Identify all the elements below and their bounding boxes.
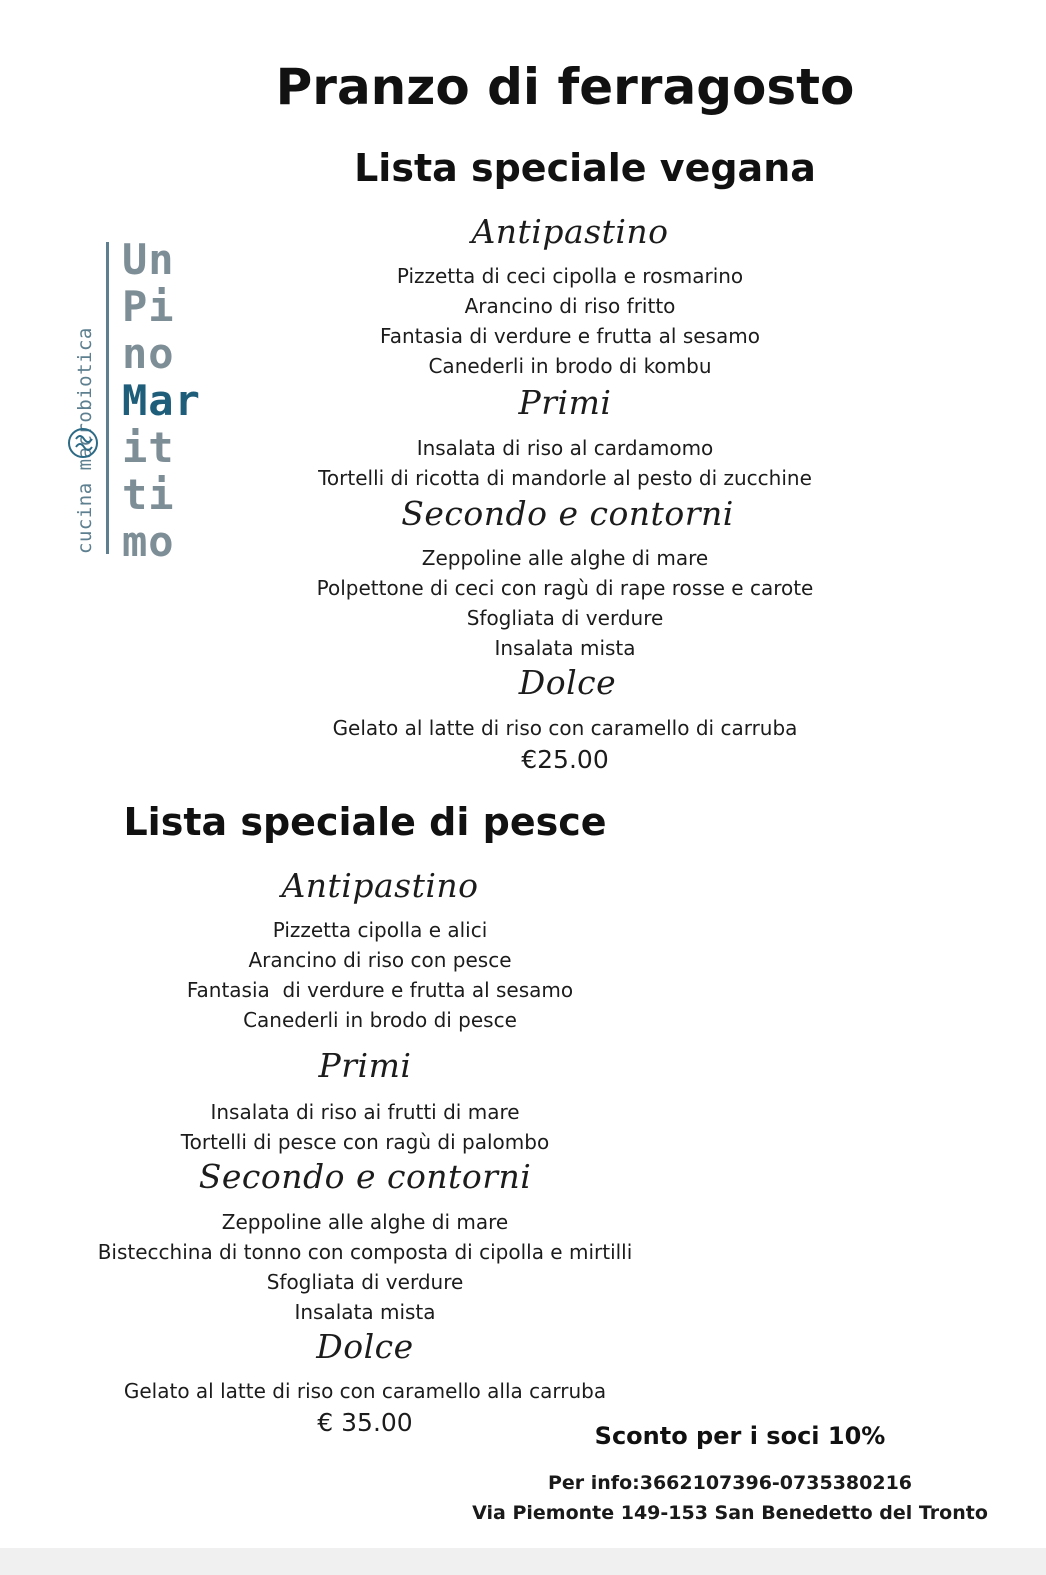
menu-item: Fantasia di verdure e frutta al sesamo [380,324,760,348]
vegan-menu-title: Lista speciale vegana [354,146,816,190]
vegan-section-heading: Dolce [518,663,617,702]
menu-item: Sfogliata di verdure [266,1270,464,1294]
fish-section-heading: Dolce [316,1327,414,1366]
menu-item: Gelato al latte di riso con caramello di carruba [332,716,798,740]
address: Via Piemonte 149-153 San Benedetto del Tronto [472,1502,988,1524]
fish-menu-title: Lista speciale di pesce [123,800,607,844]
logo-word-accent: Mar [122,376,201,425]
menu-item: Sfogliata di verdure [466,606,664,630]
logo-side-text: cucina macrobiotica [74,327,96,554]
logo-word: Un [122,235,175,284]
restaurant-logo [64,236,244,566]
menu-item: Insalata mista [294,1300,436,1324]
vegan-primi-list [300,433,830,493]
vegan-section-heading: Secondo e contorni [401,494,734,533]
vegan-antipastino-list [300,261,840,381]
menu-item: Bistecchina di tonno con composta di cipolla e mirtilli [97,1240,633,1264]
fish-primi-list [95,1097,635,1157]
menu-item: Pizzetta di ceci cipolla e rosmarino [396,264,744,288]
member-discount: Sconto per i soci 10% [594,1422,886,1450]
logo-word: Pi [122,282,175,331]
fish-section-heading: Antipastino [281,866,479,905]
logo-word: ti [122,470,175,519]
logo-word: it [122,423,175,472]
fish-antipastino-list [110,915,650,1035]
menu-item: Fantasia di verdure e frutta al sesamo [186,978,574,1002]
menu-item: Insalata di riso al cardamomo [416,436,714,460]
menu-item: Gelato al latte di riso con caramello alla carruba [123,1379,607,1403]
menu-item: Zeppoline alle alghe di mare [421,546,709,570]
bottom-band [0,1548,1046,1575]
menu-item: Insalata di riso ai frutti di mare [210,1100,520,1124]
fish-dolce-list [95,1376,635,1406]
vegan-dolce-list [300,713,830,743]
menu-item: Canederli in brodo di pesce [243,1008,517,1032]
vegan-section-heading: Primi [518,383,612,422]
logo-side-label [64,236,104,566]
fish-price: € 35.00 [317,1408,413,1437]
vegan-price: €25.00 [521,745,609,774]
fish-secondo-list [60,1207,670,1327]
contact-info: Per info:3662107396-0735380216 [547,1472,913,1494]
menu-item: Polpettone di ceci con ragù di rape rosse e carote [316,576,814,600]
vegan-secondo-list [300,543,830,663]
page-title: Pranzo di ferragosto [275,58,855,116]
logo-word: no [122,329,175,378]
menu-item: Tortelli di pesce con ragù di palombo [180,1130,550,1154]
menu-item: Tortelli di ricotta di mandorle al pesto di zucchine [318,466,812,490]
fish-section-heading: Secondo e contorni [198,1157,532,1196]
logo-divider [106,242,109,554]
menu-item: Arancino di riso con pesce [248,948,512,972]
menu-item: Canederli in brodo di kombu [428,354,712,378]
menu-item: Insalata mista [494,636,636,660]
vegan-section-heading: Antipastino [471,212,669,251]
menu-item: Arancino di riso fritto [464,294,676,318]
fish-section-heading: Primi [318,1046,412,1085]
menu-item: Pizzetta cipolla e alici [272,918,488,942]
menu-item: Zeppoline alle alghe di mare [221,1210,509,1234]
logo-word: mo [122,517,175,566]
